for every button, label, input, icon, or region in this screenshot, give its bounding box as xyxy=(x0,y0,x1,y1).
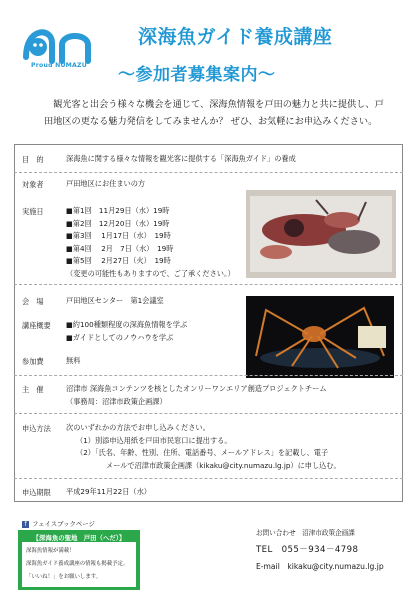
date-item: ■第5回 2月27日（火） 19時 xyxy=(66,256,171,265)
facebook-icon: f xyxy=(22,521,29,528)
deadline-value: 平成29年11月22日（水） xyxy=(66,487,151,496)
outline-list xyxy=(66,319,187,344)
method-block xyxy=(66,422,341,472)
deadline-label: 申込期限 xyxy=(22,488,51,497)
contact-title: お問い合わせ 沼津市政策企画課 xyxy=(256,529,355,537)
host-block xyxy=(66,383,327,408)
purpose-value: 深海魚に関する様々な情報を観光客に提供する「深海魚ガイド」の養成 xyxy=(66,154,296,163)
facebook-page-label xyxy=(22,519,95,528)
divider xyxy=(14,375,403,376)
method-label: 申込方法 xyxy=(22,424,51,433)
giant-crab-exhibit-photo xyxy=(246,296,394,378)
fb-box-body xyxy=(22,542,136,587)
method-item: （2）「氏名、年齢、性別、住所、電話番号、メールアドレス」を記載し、電子 xyxy=(76,448,329,457)
page-subtitle: ～参加者募集案内～ xyxy=(118,65,276,85)
dates-label: 実施日 xyxy=(22,207,44,216)
intro-text: 観光客と出会う様々な機会を通じて、深海魚情報を戸田の魅力と共に提供し、戸田地区の更なる魅力発信をしてみませんか？ ぜひ、お気軽にお申込みください。 xyxy=(44,99,384,127)
fb-box-title: 【深海魚の聖地 戸田（へだ）】 xyxy=(32,534,126,542)
host-label: 主 催 xyxy=(22,385,44,394)
host-value: 沼津市 深海魚コンテンツを核としたオンリーワンエリア創造プロジェクトチーム xyxy=(66,384,327,393)
divider xyxy=(14,172,403,173)
divider xyxy=(14,284,403,285)
date-item: ■第1回 11月29日（水）19時 xyxy=(66,206,170,215)
dates-list xyxy=(66,205,235,280)
purpose-label: 目 的 xyxy=(22,155,44,164)
outline-item: ■約100種類程度の深海魚情報を学ぶ xyxy=(66,320,188,329)
date-item: ■第3回 1月17日（水） 19時 xyxy=(66,231,171,240)
host-note: （事務局：沼津市政策企画課） xyxy=(66,396,167,406)
date-item: ■第2回 12月20日（水）19時 xyxy=(66,218,170,228)
outline-label: 講座概要 xyxy=(22,321,51,330)
target-label: 対象者 xyxy=(22,180,44,189)
venue-value: 戸田地区センター 第1会議室 xyxy=(66,296,164,305)
method-lead: 次のいずれかの方法でお申し込みください。 xyxy=(66,423,210,432)
facebook-label-text: フェイスブックページ xyxy=(32,520,95,528)
outline-item: ■ガイドとしてのノウハウを学ぶ xyxy=(66,332,174,342)
divider xyxy=(14,413,403,414)
fb-line: 「いいね！」をお願いします。 xyxy=(26,574,102,580)
facebook-info-box xyxy=(18,530,140,590)
logo-caption: Proud NUMAZU xyxy=(31,62,87,69)
date-item: ■第4回 2月 7日（水） 19時 xyxy=(66,243,174,253)
deep-sea-fish-photo xyxy=(246,190,396,278)
dates-note: （変更の可能性もありますので、ご了承ください。） xyxy=(66,268,235,278)
venue-label: 会 場 xyxy=(22,297,44,306)
contact-tel: TEL 055－934－4798 xyxy=(256,545,359,555)
fb-line: 深海魚情報が満載！ xyxy=(26,548,75,554)
method-item: （1）別添申込用紙を戸田市民窓口に提出する。 xyxy=(76,435,232,445)
contact-email[interactable]: E-mail kikaku@city.numazu.lg.jp xyxy=(256,562,384,571)
page-title: 深海魚ガイド養成講座 xyxy=(138,26,333,48)
target-value: 戸田地区にお住まいの方 xyxy=(66,179,146,188)
fb-line: 深海魚ガイド養成講座の情報も掲載予定。 xyxy=(26,561,129,567)
fee-label: 参加費 xyxy=(22,357,44,366)
fee-value: 無料 xyxy=(66,356,81,365)
divider xyxy=(14,478,403,479)
method-item: メールで沼津市政策企画課（kikaku@city.numazu.lg.jp）に申し込む。 xyxy=(106,460,341,470)
